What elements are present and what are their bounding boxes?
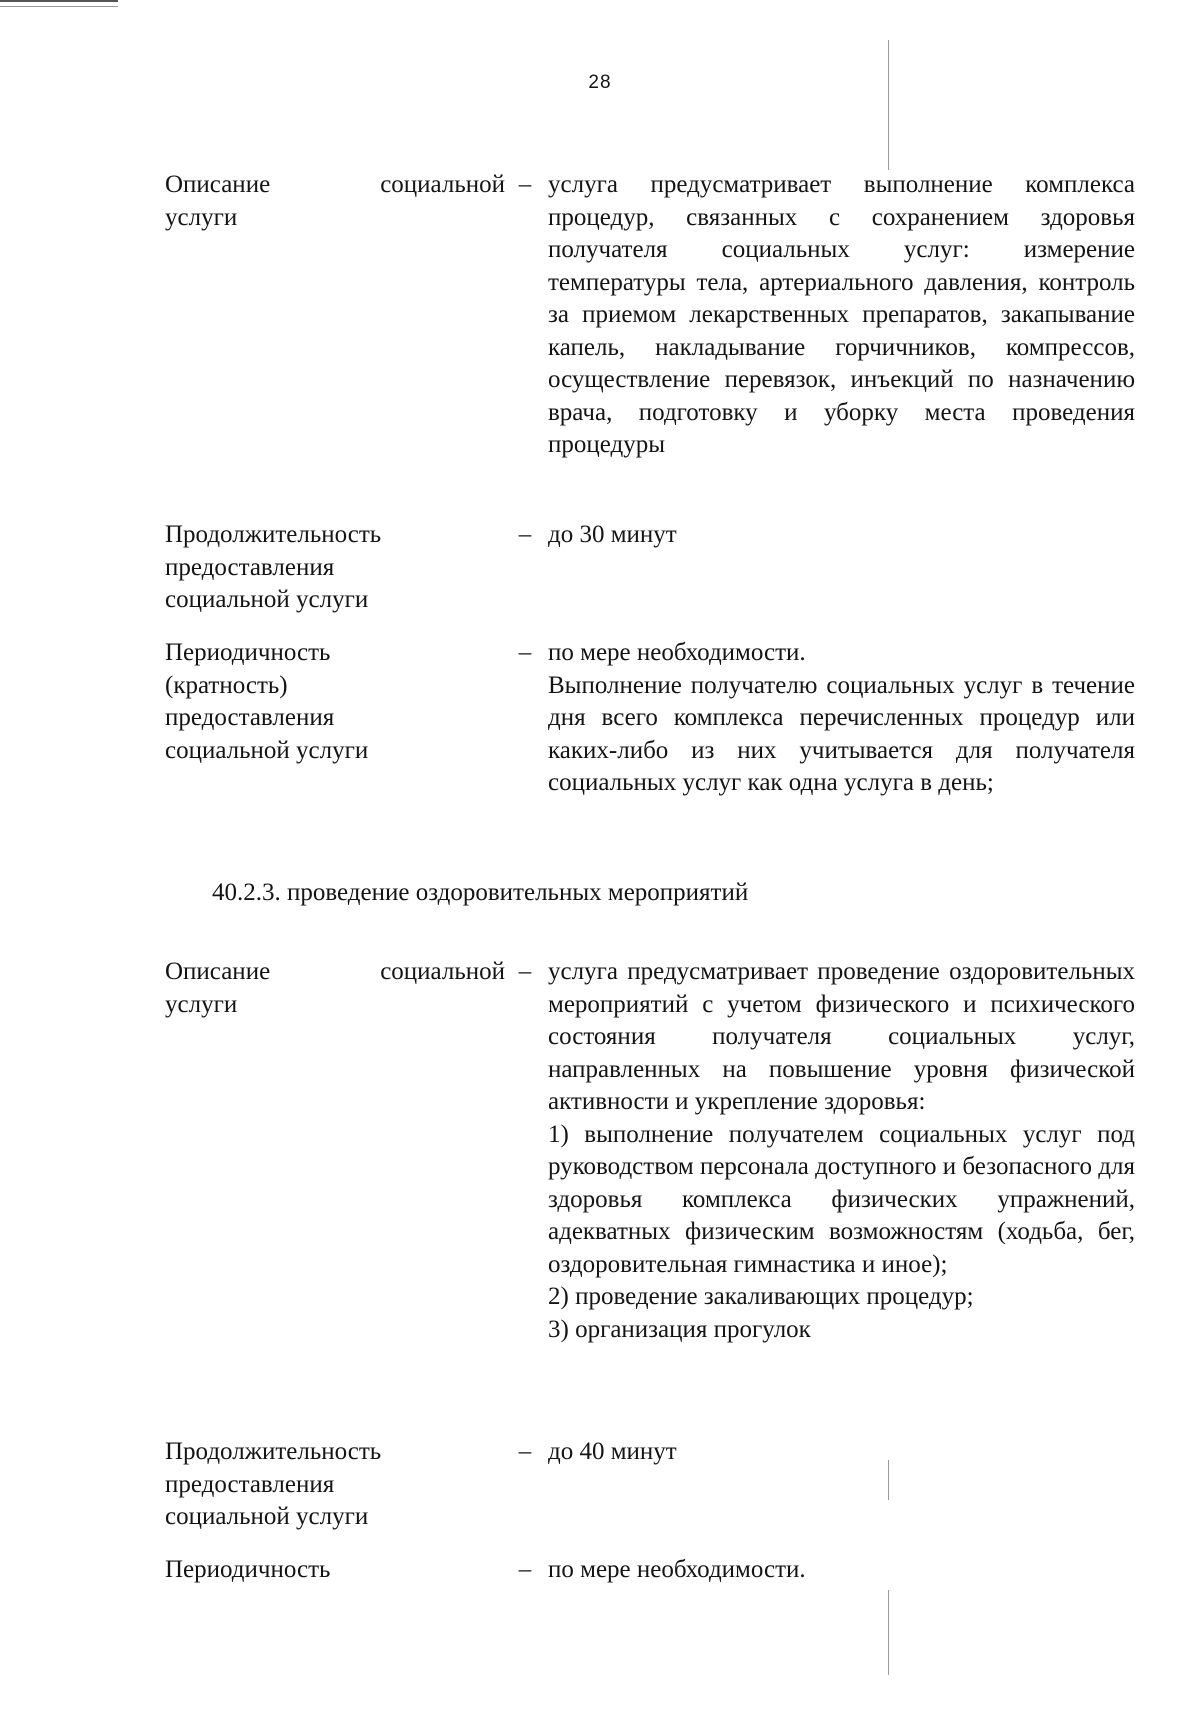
label-word: социальной [380, 958, 505, 985]
page-number: 28 [588, 72, 612, 93]
field-label: Периодичность (кратность) предоставления социальной услуги [165, 639, 369, 764]
field-value: по мере необходимости. [548, 1556, 806, 1583]
duration-block [165, 1436, 1135, 1536]
dash-separator: – [518, 521, 532, 548]
label-word: услуги [165, 203, 238, 231]
dash-separator: – [518, 1556, 532, 1583]
scan-edge-mark [0, 6, 118, 7]
list-item: 1) выполнение получателем социальных услуг под руководством персонала доступного и безопасного для здоровья комплекса физических упражнений, адекватных физическим возможностям (ходьба, бег, оздоровительная гимнастика и иное); [548, 1120, 1135, 1278]
list-item: 2) проведение закаливающих процедур; [548, 1283, 974, 1310]
dash-separator: – [518, 958, 532, 985]
field-label [165, 956, 505, 1021]
scan-edge-mark [0, 0, 118, 2]
service-description-block [165, 169, 1135, 499]
list-item: 3) организация прогулок [548, 1315, 811, 1343]
field-value [548, 956, 1135, 1346]
dash-separator: – [518, 171, 532, 198]
description-text: услуга предусматривает выполнение комплекса процедур, связанных с сохранением здоровья получателя социальных услуг: измерение температуры тела, артериального давления, контроль за приемом лекарственных препаратов, закапывание капель, накладывание горчичников, компрессов, осуществление перевязок, инъекций по назначению врача, подготовку и уборку места проведения процедуры [548, 171, 1135, 458]
frequency-block [165, 1554, 1135, 1594]
duration-block [165, 519, 1135, 619]
field-label: Продолжительность предоставления социальной услуги [165, 521, 382, 613]
scan-vertical-mark [888, 1590, 889, 1675]
section-heading: 40.2.3. проведение оздоровительных мероприятий [212, 879, 749, 906]
field-label: Продолжительность предоставления социальной услуги [165, 1438, 382, 1530]
scan-vertical-mark [888, 40, 889, 170]
field-label [165, 169, 505, 234]
field-value: до 30 минут [548, 521, 677, 548]
frequency-block [165, 637, 1135, 837]
field-value [548, 637, 1135, 800]
label-word: услуги [165, 990, 238, 1018]
label-word: социальной [380, 171, 505, 198]
frequency-text: по мере необходимости. [548, 639, 806, 666]
label-word: Описание [165, 958, 271, 985]
field-value [548, 169, 1135, 462]
description-text: услуга предусматривает проведение оздоровительных мероприятий с учетом физического и психического состояния получателя социальных услуг, направленных на повышение уровня физической активности и укрепление здоровья: [548, 958, 1135, 1115]
frequency-note: Выполнение получателю социальных услуг в течение дня всего комплекса перечисленных процедур или каких-либо из них учитывается для получателя социальных услуг как одна услуга в день; [548, 671, 1135, 796]
label-word: Описание [165, 171, 271, 198]
dash-separator: – [518, 639, 532, 666]
field-label: Периодичность [165, 1556, 331, 1583]
service-description-block [165, 956, 1135, 1416]
field-value: до 40 минут [548, 1438, 677, 1465]
dash-separator: – [518, 1438, 532, 1465]
